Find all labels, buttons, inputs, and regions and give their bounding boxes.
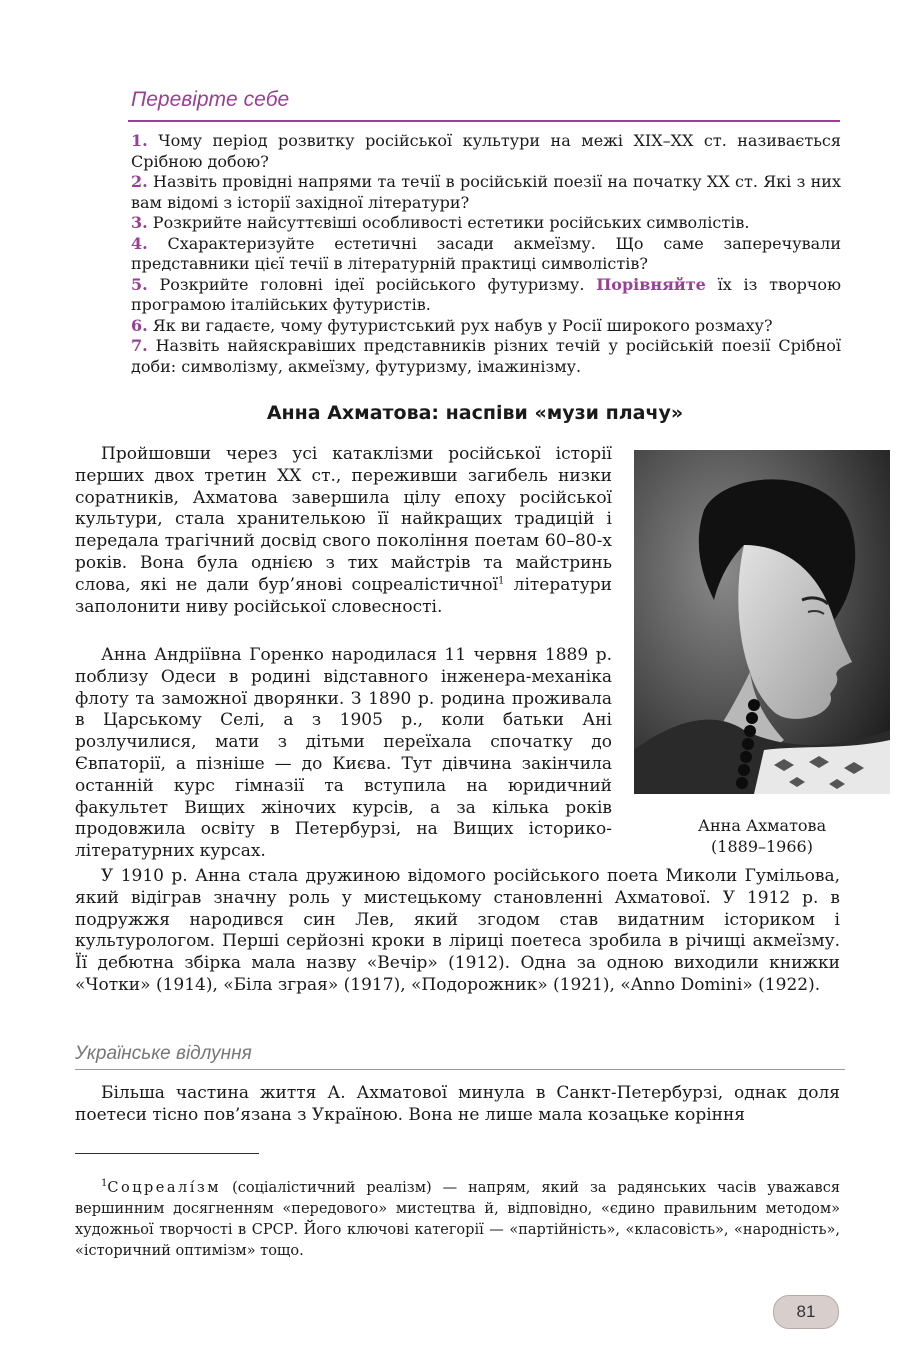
question-list bbox=[131, 131, 841, 377]
question-item: 1. Чому період розвитку російської культури на межі XIX–XX ст. називається Срібною добою? bbox=[131, 131, 841, 171]
intro-paragraph: Пройшовши через усі катаклізми російської історії перших двох третин XX ст., переживши загибель низки соратників, Ахматова завершила цілу епоху російської культури, стала хранителькою її найкращих традицій і передала трагічний досвід свого покоління поетам 60–80-х років. Вона була однією з тих майстрів та майстринь слова, які не дали бур’янові соцреалістичної$^1$ літератури заполонити ниву російської словесності. bbox=[75, 444, 612, 617]
question-item: 2. Назвіть провідні напрями та течії в російській поезії на початку XX ст. Які з них вам відомі з історії західної літератури? bbox=[131, 172, 841, 212]
question-item: 4. Схарактеризуйте естетичні засади акмеїзму. Що саме заперечували представники цієї течії в літературній практиці символістів? bbox=[131, 233, 841, 273]
question-item: 5. Розкрийте головні ідеї російського футуризму. Порівняйте їх із творчою програмою італійських футуристів. bbox=[131, 274, 841, 314]
footnote-marker: 1 bbox=[101, 1177, 108, 1189]
check-yourself-title: Перевірте себе bbox=[131, 88, 290, 111]
footnote-term: Соцреалі́зм bbox=[107, 1179, 222, 1196]
question-item: 6. Як ви гадаєте, чому футуристський рух набув у Росії широкого розмаху? bbox=[131, 315, 773, 335]
footnote-divider bbox=[75, 1153, 259, 1154]
caption-name: Анна Ахматова bbox=[697, 816, 827, 835]
akhmatova-portrait bbox=[634, 450, 890, 794]
question-item: 7. Назвіть найяскравіших представників різних течій у російській поезії Срібної доби: символізму, акмеїзму, футуризму, імажинізму. bbox=[131, 336, 841, 376]
highlighted-verb: Порівняйте bbox=[596, 274, 706, 294]
footnote-reference[interactable]: 1 bbox=[498, 575, 505, 587]
check-yourself-divider bbox=[128, 120, 840, 122]
biography-paragraph: Анна Андріївна Горенко народилася 11 червня 1889 р. поблизу Одеси в родині відставного інженера-механіка флоту та заможної дворянки. З 1890 р. родина проживала в Царському Селі, а з 1905 р., коли батьки Ані розлучилися, мати з дітьми переїхала спочатку до Євпаторії, а пізніше — до Києва. Тут дівчина закінчила останній курс гімназії та вступила на юридичний факультет Вищих жіночих курсів, а за кілька років продовжила освіту в Петербурзі, на Вищих історико-літературних курсах. bbox=[75, 645, 612, 862]
subsection-title: Українське відлуння bbox=[75, 1043, 252, 1064]
marriage-paragraph: У 1910 р. Анна стала дружиною відомого російського поета Миколи Гумільова, який відіграв значну роль у мистецькому становленні Ахматової. У 1912 р. в подружжя народився син Лев, який згодом став видатним істориком і культурологом. Перші серйозні кроки в ліриці поетеса зробила в річищі акмеїзму. Її дебютна збірка мала назву «Вечір» (1912). Одна за одною виходили книжки «Чотки» (1914), «Біла зграя» (1917), «Подорожник» (1921), «Anno Domini» (1922). bbox=[75, 866, 840, 995]
question-item: 3. Розкрийте найсуттєвіші особливості естетики російських символістів. bbox=[131, 213, 750, 232]
ukraine-paragraph: Більша частина життя А. Ахматової минула в Санкт-Петербурзі, однак доля поетеси тісно пов’язана з Україною. Вона не лише мала козацьке коріння bbox=[75, 1083, 840, 1125]
footnote: $^1$Соцреалі́зм (соціалістичний реалізм) — напрям, який за радянських часів уважався вершинним досягненням «передового» мистецтва й, відповідно, «єдино правильним методом» художньої творчості в СРСР. Його ключові категорії — «партійність», «класовість», «народність», «історичний оптимізм» тощо. bbox=[75, 1177, 840, 1259]
portrait-caption bbox=[640, 815, 884, 857]
page-number: 81 bbox=[773, 1295, 839, 1329]
subsection-divider bbox=[75, 1069, 845, 1070]
section-title: Анна Ахматова: наспіви «музи плачу» bbox=[266, 402, 684, 424]
caption-years: (1889–1966) bbox=[711, 837, 813, 856]
